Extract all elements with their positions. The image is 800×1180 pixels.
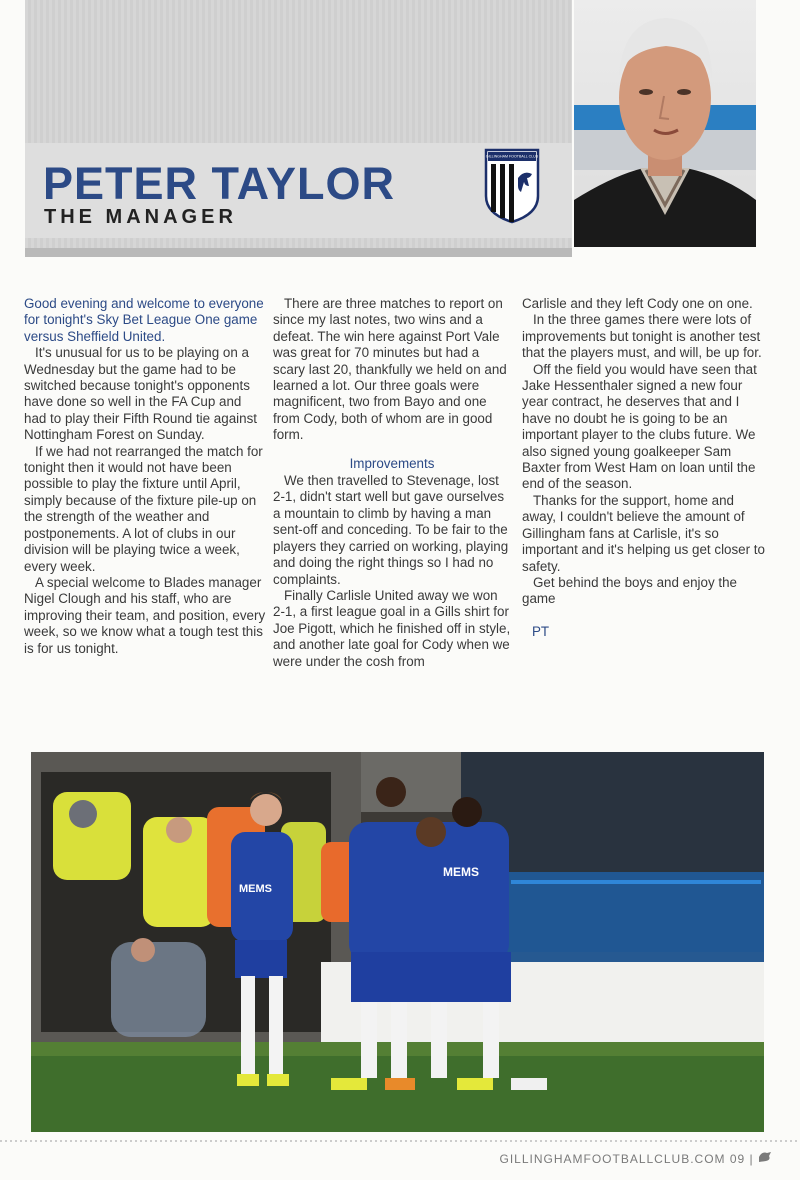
manager-portrait [574, 0, 756, 247]
article-paragraph: Off the field you would have seen that Jake Hessenthaler signed a new four year contract, he deserves that and I have no doubt he is going to be an important player to the clubs future. We also signed young goalkeeper Sam Baxter from West Ham on loan until the end of the season. [522, 361, 757, 492]
page-title: PETER TAYLOR [43, 158, 396, 209]
match-photo [31, 752, 764, 1132]
header-rule [25, 248, 572, 257]
article-column-2 [273, 296, 511, 670]
article-paragraph: We then travelled to Stevenage, lost 2-1, didn't start well but gave ourselves a mountain to climb by having a man sent-off and conceding. To be fair to the players they carried on working, playing and doing the right things so I had no complaints. [273, 473, 509, 587]
article-paragraph: In the three games there were lots of improvements but tonight is another test that the players must, and will, be up for. [522, 312, 762, 361]
article-paragraph: Finally Carlisle United away we won 2-1, a first league goal in a Gills shirt for Joe Pigott, which he finished off in style, and another late goal for Cody when we were under the cosh from [273, 587, 511, 669]
footer-divider [0, 1140, 800, 1142]
article-lead: Good evening and welcome to everyone for tonight's Sky Bet League One game versus Sheffield United. [24, 296, 264, 344]
article-paragraph: A special welcome to Blades manager Nigel Clough and his staff, who are improving their team, and position, every week, so we know what a tough test this is for us tonight. [24, 574, 266, 656]
gillingham-crest-icon [483, 148, 541, 224]
article-paragraph: There are three matches to report on since my last notes, two wins and a defeat. The win here against Port Vale was great for 70 minutes but had a scary last 20, thankfully we held on and learned a lot. Our three goals were magnificent, two from Bayo and one from Cody, both of whom are in good form. [273, 296, 507, 443]
article-paragraph: It's unusual for us to be playing on a Wednesday but the game had to be switched because tonight's opponents have done so well in the FA Cup and had to play their Fifth Round tie against Nottingham Forest on Sunday. [24, 345, 257, 443]
article-signoff: PT [532, 623, 550, 639]
article-paragraph: Thanks for the support, home and away, I couldn't believe the amount of Gillingham fans at Carlisle, it's so important and it's helping us get closer to safety. [522, 492, 765, 574]
gills-logo-icon [758, 1151, 772, 1163]
article-column-3 [522, 296, 766, 640]
celebration-illustration [31, 752, 764, 1132]
crest-text: GILLINGHAM FOOTBALL CLUB [485, 154, 539, 159]
article-subheading: Improvements [349, 455, 435, 471]
article-paragraph: If we had not rearranged the match for tonight then it would not have been possible to play the fixture until April, simply because of the fixture pile-up on the strength of the weather and postponements. A lot of clubs in our division will be playing twice a week, every week. [24, 443, 263, 574]
page-footer [499, 1151, 772, 1166]
article-paragraph: Carlisle and they left Cody one on one. [522, 296, 753, 311]
article-column-1 [24, 296, 266, 657]
footer-text: GILLINGHAMFOOTBALLCLUB.COM 09 | [499, 1152, 754, 1166]
player-shirt-text: MEMS [239, 883, 272, 895]
page-subtitle: THE MANAGER [44, 206, 237, 228]
article-paragraph: Get behind the boys and enjoy the game [522, 574, 737, 607]
portrait-illustration [574, 0, 756, 247]
player-shirt-text: MEMS [443, 865, 479, 879]
